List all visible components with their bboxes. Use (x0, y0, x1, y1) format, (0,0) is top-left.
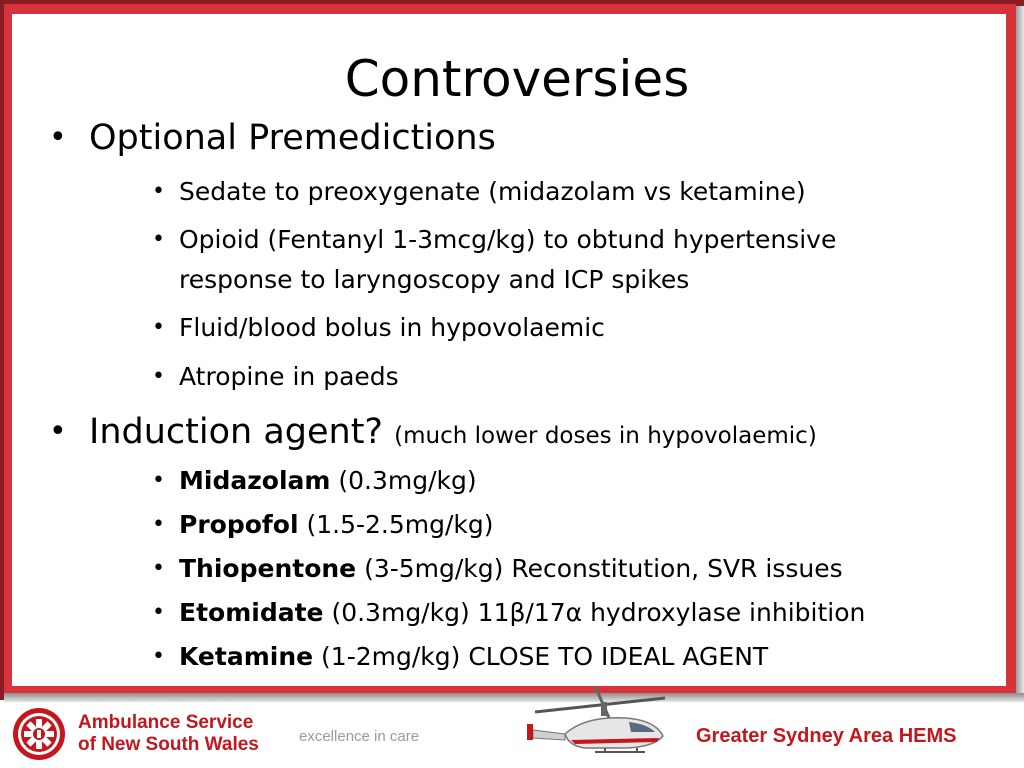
list-item-text: Fluid/blood bolus in hypovolaemic (179, 313, 605, 342)
helicopter-icon (525, 682, 675, 764)
heading-text: Induction agent? (89, 412, 383, 452)
slide-title: Controversies (344, 50, 690, 108)
bullet-icon: • (152, 227, 165, 252)
drug-detail: (0.3mg/kg) (338, 466, 477, 495)
organisation-name-line2: of New South Wales (78, 734, 259, 755)
bullet-icon: • (152, 468, 165, 493)
drug-detail: (1-2mg/kg) CLOSE TO IDEAL AGENT (321, 642, 769, 671)
bullet-icon: • (152, 600, 165, 625)
list-item-text: response to laryngoscopy and ICP spikes (179, 265, 690, 294)
bullet-icon: • (49, 414, 67, 449)
organisation-name-line1: Ambulance Service (78, 712, 254, 733)
list-item-text: Opioid (Fentanyl 1-3mcg/kg) to obtund hypertensive (179, 225, 837, 254)
tagline: excellence in care (299, 728, 420, 745)
drug-detail: (1.5-2.5mg/kg) (306, 510, 494, 539)
bullet-icon: • (49, 120, 67, 155)
drug-name: Etomidate (179, 598, 324, 627)
list-item-text (179, 462, 477, 500)
section-heading-text (89, 410, 817, 458)
drug-detail: (3-5mg/kg) Reconstitution, SVR issues (364, 554, 843, 583)
organisation-name (78, 712, 259, 756)
drug-name: Propofol (179, 510, 299, 539)
heading-note: (much lower doses in hypovolaemic) (394, 423, 817, 449)
heading-text: Optional Premedictions (89, 118, 496, 158)
hems-label: Greater Sydney Area HEMS (696, 725, 957, 747)
bullet-icon: • (152, 364, 165, 389)
section-heading-text (89, 116, 496, 160)
list-item-text (179, 506, 494, 544)
list-item-text: Sedate to preoxygenate (midazolam vs ketamine) (179, 177, 806, 206)
bullet-icon: • (152, 644, 165, 669)
list-item-text (179, 550, 843, 588)
ambulance-star-badge-icon (8, 706, 70, 762)
slide-canvas (12, 14, 1006, 686)
list-item-text: Atropine in paeds (179, 362, 399, 391)
bullet-icon: • (152, 179, 165, 204)
bullet-icon: • (152, 512, 165, 537)
drug-name: Thiopentone (179, 554, 357, 583)
drug-name: Midazolam (179, 466, 331, 495)
bullet-icon: • (152, 556, 165, 581)
bullet-icon: • (152, 315, 165, 340)
list-item-text (179, 594, 865, 632)
list-item-text (179, 638, 768, 676)
slide-shadow-bottom (4, 693, 1024, 702)
drug-detail: (0.3mg/kg) 11β/17α hydroxylase inhibition (331, 598, 866, 627)
drug-name: Ketamine (179, 642, 314, 671)
